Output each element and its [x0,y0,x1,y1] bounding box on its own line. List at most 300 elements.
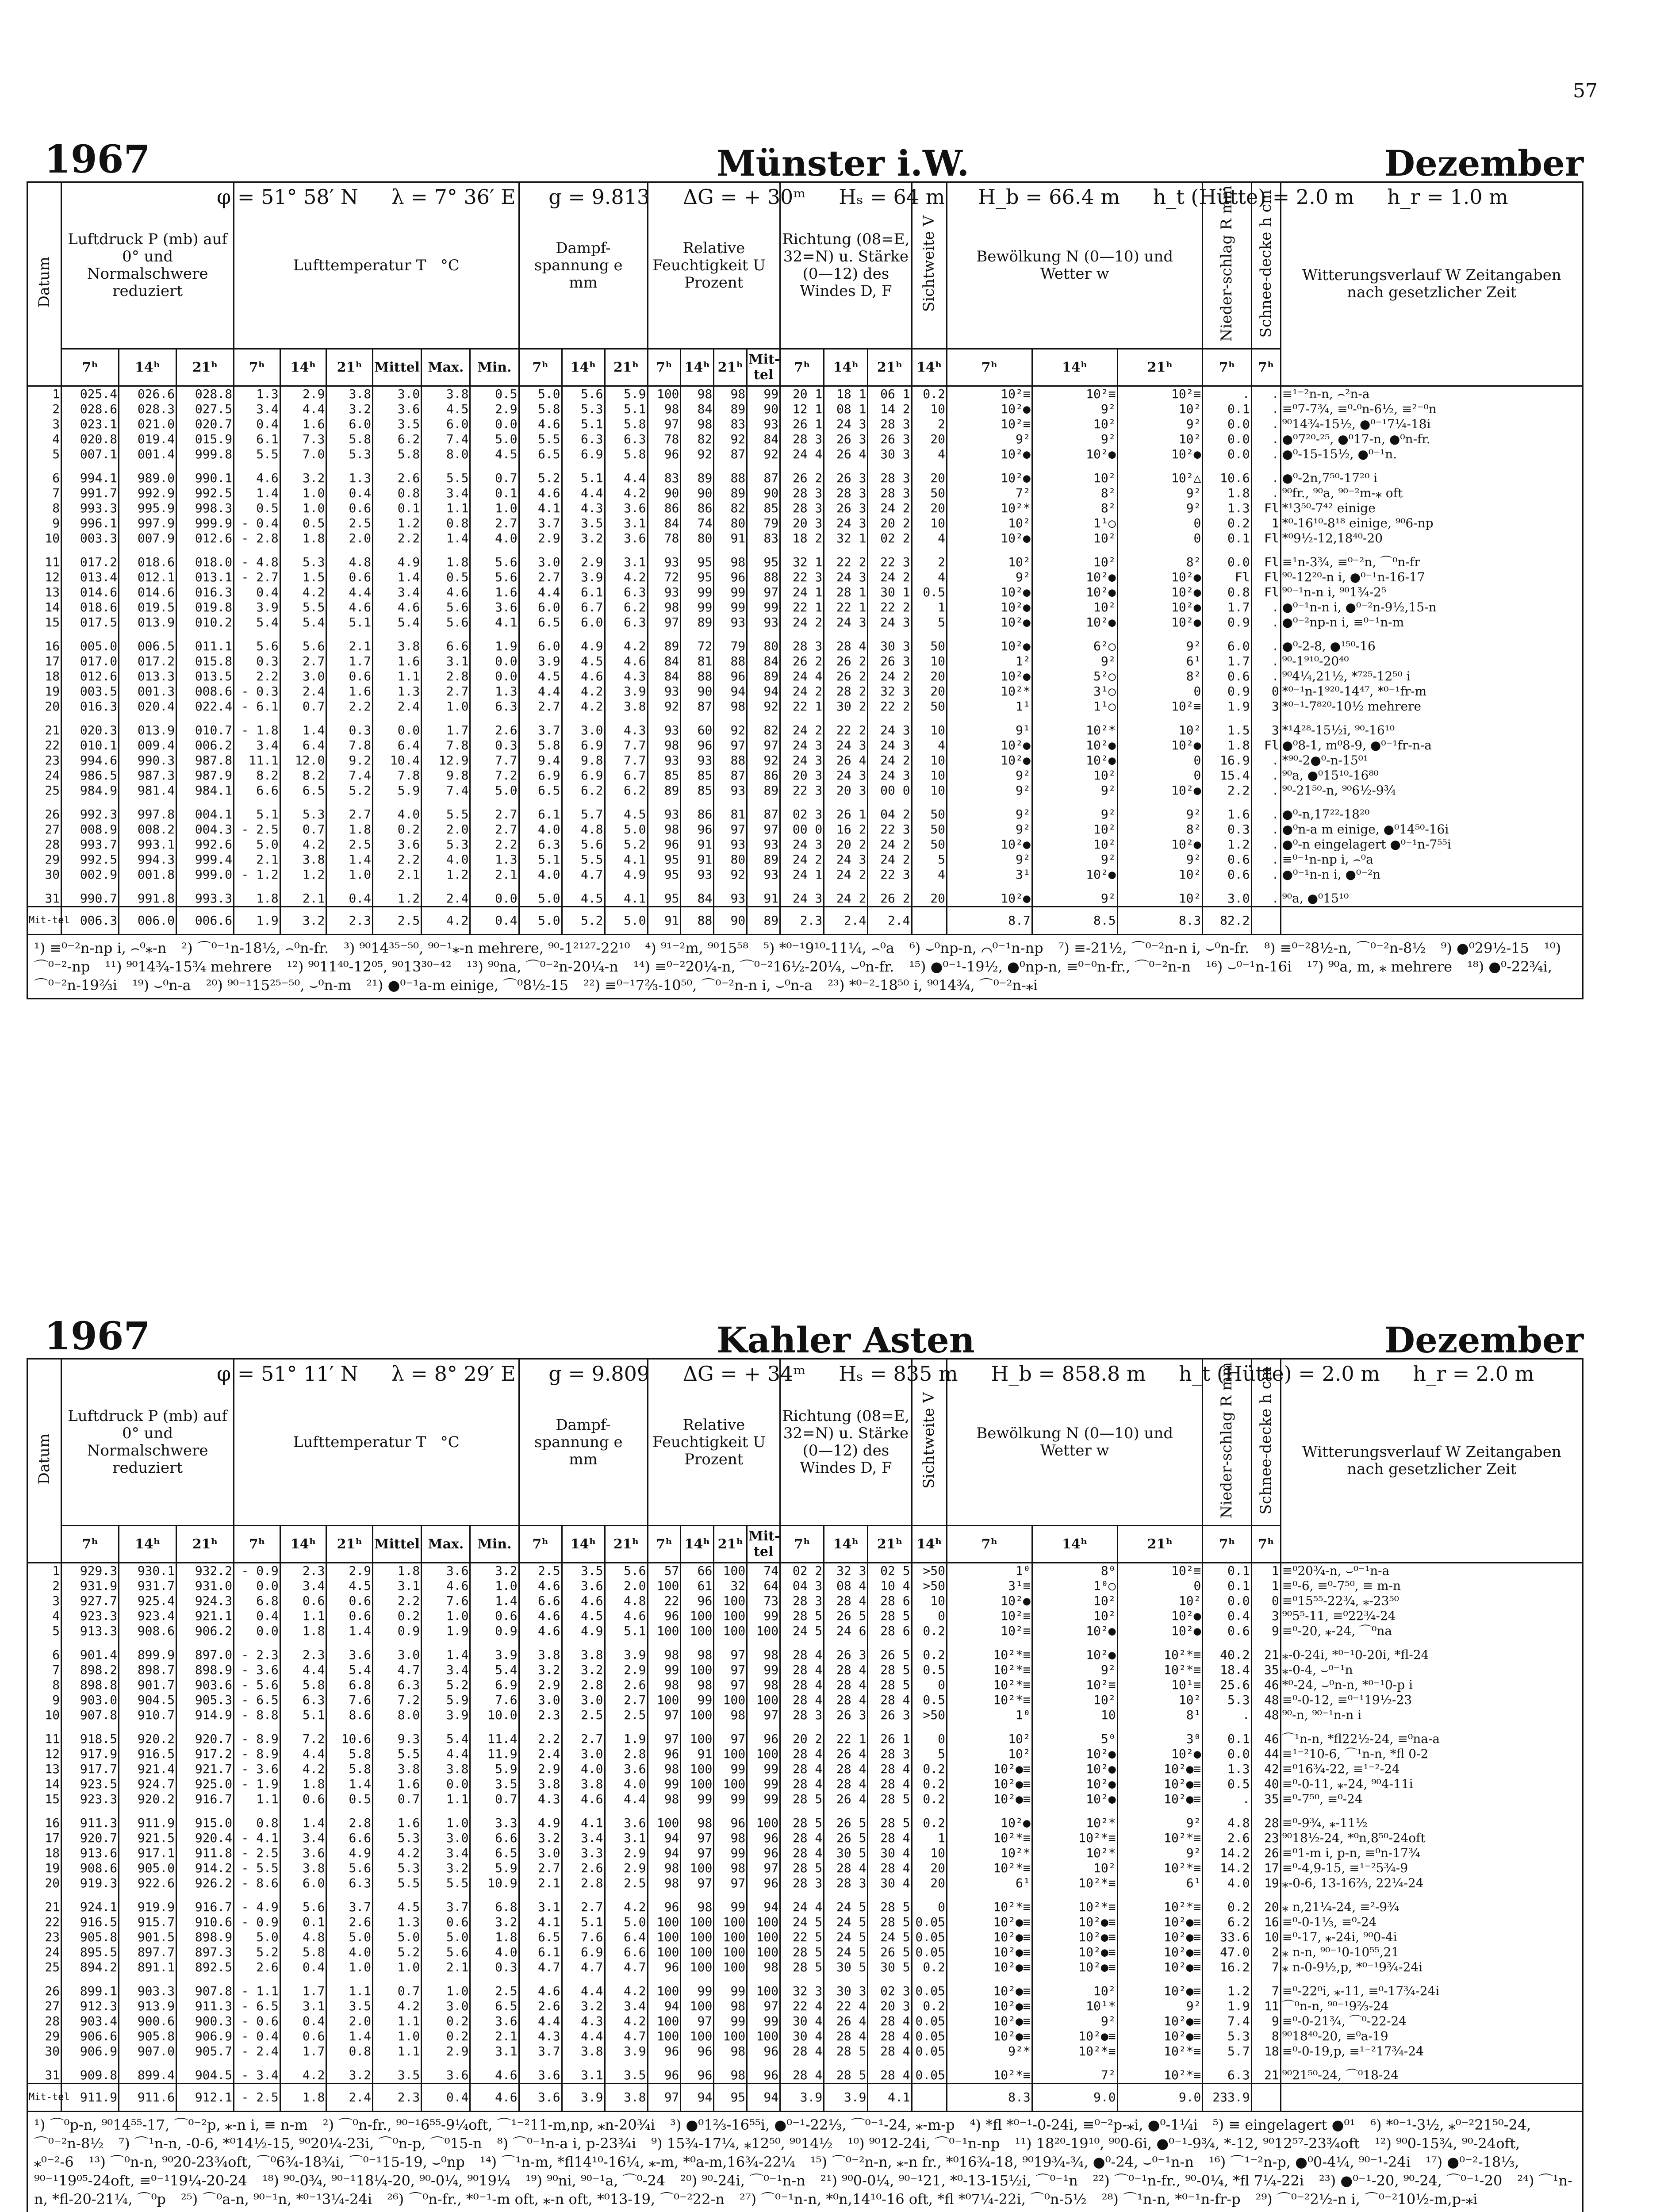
value-cell: 3.6 [326,1647,373,1663]
value-cell: 87 [714,447,747,462]
value-cell: 6.8 [470,1900,519,1915]
value-cell: 2.5 [562,1708,605,1723]
value-cell: 10 [912,516,947,531]
value-cell: 4.5 [373,1900,422,1915]
value-cell: 93 [681,753,714,768]
value-cell: 66 [681,1563,714,1579]
gap-cell [176,1807,234,1816]
table-row [27,1663,1583,1678]
value-cell: 89 [747,852,780,867]
value-cell: 0.0 [422,1777,470,1792]
value-cell: 005.0 [61,639,119,654]
value-cell: 99 [681,1792,714,1807]
gap-cell [373,1975,422,1984]
row-gap [27,798,1583,807]
value-cell: 72 [681,639,714,654]
footnote: ⁷) ≡-21½, ⌒⁰⁻²n-n i, ⌣⁰n-fr. [1058,940,1250,957]
value-cell: 88 [747,570,780,585]
value-cell: 009.4 [119,738,176,753]
value-cell: 894.2 [61,1960,119,1975]
value-cell: 28 4 [868,1762,912,1777]
value-cell: 912.3 [61,1999,119,2014]
value-cell: 897.3 [176,1945,234,1960]
value-cell: 2.7 [470,516,519,531]
day-cell: 4 [27,1609,61,1624]
value-cell: 93 [747,615,780,630]
gap-cell [61,462,119,471]
table-row [27,1915,1583,1930]
table-row [27,1792,1583,1807]
gap-cell [648,546,681,555]
day-cell: 8 [27,1678,61,1693]
value-cell: 3.3 [470,1816,519,1831]
value-cell: 95 [681,570,714,585]
value-cell: 99 [747,2014,780,2029]
value-cell: 10²●≡ [1117,1960,1203,1975]
value-cell: 9² [1032,852,1117,867]
gap-cell [61,1807,119,1816]
value-cell: 897.0 [176,1647,234,1663]
value-cell: 10²*≡ [1032,1876,1117,1891]
value-cell: 8² [1117,555,1203,570]
mean-cell: 0.4 [422,2084,470,2112]
gap-cell [780,1807,824,1816]
value-cell: ⁹⁰4¼,21½, *⁷²⁵-12⁵⁰ i [1281,669,1583,684]
value-cell: 5.6 [234,639,280,654]
value-cell: 916.7 [176,1900,234,1915]
mean-cell: 3.6 [519,2084,562,2112]
value-cell: 921.4 [119,1762,176,1777]
value-cell: - 0.3 [234,684,280,699]
value-cell: 8¹ [1117,1708,1203,1723]
value-cell: 3¹ [947,867,1032,882]
gap-cell [119,1891,176,1900]
value-cell: 99 [714,1762,747,1777]
mean-cell: 4.2 [422,907,470,935]
value-cell: 3.4 [234,738,280,753]
value-cell: 10²≡ [947,1624,1032,1639]
col-cloud: Bewölkung N (0—10) und Wetter w [947,1359,1202,1526]
value-cell: 992.5 [61,852,119,867]
value-cell: ≡⁰-4,9-15, ≡¹⁻²5¾-9 [1281,1861,1583,1876]
value-cell: 9² [947,807,1032,822]
value-cell: 57 [648,1563,681,1579]
value-cell: 016.3 [61,699,119,714]
value-cell: . [1251,807,1281,822]
value-cell: 7.4 [1203,2014,1251,2029]
gap-cell [780,630,824,639]
value-cell: . [1203,1708,1251,1723]
value-cell: 26 3 [824,432,868,447]
value-cell: 28 4 [780,2044,824,2059]
value-cell: 0.7 [280,822,326,837]
value-cell: 0.0 [234,1624,280,1639]
value-cell: 10² [1032,531,1117,546]
gap-cell [824,2059,868,2068]
gap-cell [681,1807,714,1816]
table-row [27,600,1583,615]
value-cell: ⁹⁰⁻¹n-n i, ⁹⁰1¾-2⁵ [1281,585,1583,600]
value-cell: 50 [912,837,947,852]
value-cell: 85 [648,768,681,783]
value-cell: 0.3 [326,723,373,738]
value-cell: 991.7 [61,486,119,501]
value-cell: 99 [747,1777,780,1792]
value-cell: 028.6 [61,402,119,417]
value-cell: 11 [1251,1999,1281,2014]
value-cell: 905.8 [61,1930,119,1945]
value-cell: 6.1 [519,1945,562,1960]
gap-cell [61,546,119,555]
value-cell: 2.9 [605,1846,648,1861]
value-cell: 28 5 [868,1792,912,1807]
value-cell: 24 3 [780,738,824,753]
value-cell: 5.9 [373,783,422,798]
value-cell: 9² [1117,1846,1203,1861]
value-cell: 10²●≡ [947,1960,1032,1975]
value-cell: 020.8 [61,432,119,447]
value-cell: 24 3 [780,891,824,907]
value-cell: 989.0 [119,471,176,486]
value-cell: 0.4 [280,1960,326,1975]
day-cell: 28 [27,2014,61,2029]
gap-cell [947,1891,1032,1900]
value-cell: 1.4 [326,1777,373,1792]
value-cell: 019.5 [119,600,176,615]
value-cell: 40.2 [1203,1647,1251,1663]
value-cell: 5.3 [422,837,470,852]
value-cell: 1.4 [470,1594,519,1609]
value-cell: 24 2 [868,501,912,516]
value-cell: 94 [747,684,780,699]
value-cell: 3.5 [605,2068,648,2084]
value-cell: 4.1 [519,1915,562,1930]
value-cell: 28 3 [780,486,824,501]
gap-cell [326,630,373,639]
gap-cell [780,1975,824,1984]
value-cell: 10 [912,783,947,798]
value-cell: 10²● [1117,447,1203,462]
mean-cell: 1.9 [234,907,280,935]
subheader-11: 21ʰ [605,349,648,386]
value-cell: 100 [648,2029,681,2044]
value-cell: 3.6 [470,2014,519,2029]
value-cell: 30 4 [780,2014,824,2029]
mean-weather [1281,2084,1583,2112]
subheader-21: 14ʰ [1032,349,1117,386]
gap-cell [562,630,605,639]
value-cell: 990.3 [119,753,176,768]
gap-cell [1251,1975,1281,1984]
value-cell: 7.2 [373,1693,422,1708]
value-cell: 013.9 [119,723,176,738]
value-cell: 1.7 [326,654,373,669]
col-visibility: Sichtweite V [912,1359,947,1526]
value-cell: 20 [912,684,947,699]
value-cell: 10²≡ [947,1609,1032,1624]
value-cell: 5.6 [422,615,470,630]
gap-cell [947,1807,1032,1816]
gap-cell [61,1639,119,1647]
value-cell: 3 [1251,1609,1281,1624]
gap-cell [605,882,648,891]
value-cell: 993.3 [176,891,234,907]
row-gap [27,714,1583,723]
value-cell: 5.9 [470,1861,519,1876]
table-row [27,501,1583,516]
gap-cell [868,1807,912,1816]
gap-cell [648,462,681,471]
value-cell: Fl [1251,555,1281,570]
mean-cell: 5.2 [562,907,605,935]
month: Dezember [1384,1319,1583,1361]
value-cell: 6.3 [605,585,648,600]
value-cell: 81 [714,807,747,822]
value-cell: 97 [681,1846,714,1861]
gap-cell [1203,630,1251,639]
value-cell: 93 [648,807,681,822]
value-cell: 24 2 [780,684,824,699]
value-cell: 24 3 [868,768,912,783]
value-cell: 30 2 [824,699,868,714]
value-cell: 5.9 [605,386,648,402]
value-cell: 5.0 [519,386,562,402]
value-cell: 4.6 [519,1624,562,1639]
gap-cell [519,630,562,639]
value-cell: 899.4 [119,2068,176,2084]
value-cell: 5.0 [605,822,648,837]
value-cell: 33.6 [1203,1930,1251,1945]
footnote: ¹) ≡⁰⁻²n-np i, ⌢⁰⁎-n [34,940,167,957]
value-cell: 7² [1032,2068,1117,2084]
value-cell: 4.4 [326,585,373,600]
value-cell: *⁰⁻¹-7⁸²⁰-10½ mehrere [1281,699,1583,714]
value-cell: 00 0 [780,822,824,837]
gap-cell [280,1891,326,1900]
value-cell: 2.8 [562,1678,605,1693]
value-cell: ●⁰-2n,7⁵⁰-17²⁰ i [1281,471,1583,486]
value-cell: 32 1 [824,531,868,546]
value-cell: ⁹⁰-n, ⁹⁰⁻¹n-n i [1281,1708,1583,1723]
gap-cell [1117,2059,1203,2068]
value-cell: 97 [747,1708,780,1723]
gap-cell [605,798,648,807]
value-cell: 100 [648,2014,681,2029]
gap-cell [470,462,519,471]
value-cell: 987.3 [119,768,176,783]
footnote: ¹⁶) ⌣⁰⁻¹n-16i [1206,958,1292,975]
value-cell: 897.7 [119,1945,176,1960]
value-cell: 2.9 [605,1663,648,1678]
value-cell: 017.2 [119,654,176,669]
value-cell: 10 [1251,1930,1281,1945]
value-cell: 5.0 [234,1930,280,1945]
value-cell: 92 [747,447,780,462]
value-cell: 16 [1251,1915,1281,1930]
value-cell: 20 3 [780,768,824,783]
row-gap [27,882,1583,891]
footnote: ¹⁸) ⁹⁰-0¾, ⁹⁰⁻¹18¼-20, ⁹⁰-0¼, ⁹⁰19¼ [262,2172,510,2189]
value-cell: - 6.1 [234,699,280,714]
value-cell: 5 [912,1747,947,1762]
value-cell: 10.4 [373,753,422,768]
value-cell: 3.0 [562,723,605,738]
day-cell: 5 [27,447,61,462]
day-cell: 24 [27,768,61,783]
value-cell: 3.0 [519,1846,562,1861]
gap-cell [1117,630,1203,639]
value-cell: 86 [681,501,714,516]
value-cell: 9.2 [326,753,373,768]
subheader-14: 21ʰ [714,1526,747,1563]
value-cell: 1.0 [470,1578,519,1594]
value-cell: 0.6 [1203,867,1251,882]
mean-cell: 90 [714,907,747,935]
value-cell: 5.1 [519,852,562,867]
value-cell: 99 [747,600,780,615]
value-cell: 26 5 [824,1816,868,1831]
gap-cell [119,714,176,723]
value-cell: 28 3 [780,432,824,447]
day-cell: 2 [27,402,61,417]
value-cell: 994.6 [61,753,119,768]
gap-cell [681,2059,714,2068]
value-cell: 7.4 [422,783,470,798]
gap-cell [422,630,470,639]
value-cell: 10²● [947,837,1032,852]
value-cell: 6.2 [605,783,648,798]
value-cell: 0.2 [912,1960,947,1975]
value-cell: ●⁰7²⁰-²⁵, ●⁰17-n, ●⁰n-fr. [1281,432,1583,447]
value-cell: 4.6 [519,486,562,501]
value-cell: 013.9 [119,615,176,630]
value-cell: 1.1 [373,669,422,684]
value-cell: 06 1 [868,386,912,402]
value-cell: - 2.7 [234,570,280,585]
mean-cell: 2.3 [373,2084,422,2112]
value-cell: 28 4 [824,1762,868,1777]
gap-cell [1203,1723,1251,1732]
value-cell: 914.2 [176,1861,234,1876]
value-cell: 992.3 [61,807,119,822]
value-cell: 996.1 [61,516,119,531]
value-cell: 4.0 [422,852,470,867]
value-cell: 1⁰○ [1032,1578,1117,1594]
value-cell: 95 [648,867,681,882]
gap-cell [648,1723,681,1732]
table-row [27,723,1583,738]
value-cell: 903.0 [61,1693,119,1708]
table-row [27,615,1583,630]
value-cell: 02 5 [868,1563,912,1579]
value-cell: . [1251,402,1281,417]
value-cell: 4.2 [605,1984,648,1999]
day-cell: 29 [27,2029,61,2044]
value-cell: 2.7 [470,822,519,837]
day-cell: 27 [27,1999,61,2014]
value-cell: 3.6 [605,1762,648,1777]
value-cell: 97 [648,1732,681,1747]
value-cell: 25.6 [1203,1678,1251,1693]
value-cell: 1⁰ [947,1708,1032,1723]
value-cell: - 2.4 [234,2044,280,2059]
value-cell: 10² [1117,1594,1203,1609]
gap-cell [1032,1975,1117,1984]
day-cell: 7 [27,1663,61,1678]
day-cell: 1 [27,386,61,402]
gap-cell [27,798,61,807]
value-cell: 6.3 [519,837,562,852]
gap-cell [1281,2059,1583,2068]
value-cell: 5.0 [234,837,280,852]
value-cell: 3.1 [280,1999,326,2014]
mean-cell: 006.0 [119,907,176,935]
gap-cell [234,1891,280,1900]
value-cell: 22 5 [780,1930,824,1945]
value-cell: 2.0 [326,2014,373,2029]
value-cell: 4.7 [605,1960,648,1975]
gap-cell [1281,798,1583,807]
value-cell: 1.2 [373,516,422,531]
value-cell: 10²●≡ [1032,1915,1117,1930]
value-cell: 11.1 [234,753,280,768]
footnote: ²⁴) ⌒¹n-n, *fl-20-21¼, ⌒⁰p [34,2172,1572,2208]
table-row [27,471,1583,486]
value-cell: 10² [947,1747,1032,1762]
value-cell: 20 2 [868,516,912,531]
value-cell: 91 [681,852,714,867]
table-row [27,432,1583,447]
footnote: ⁸) ⌒⁰⁻¹n-a i, p-23¾i [497,2135,636,2152]
value-cell: 014.6 [61,585,119,600]
value-cell: 918.5 [61,1732,119,1747]
value-cell: 100 [714,1945,747,1960]
value-cell: 3.6 [422,2068,470,2084]
subheader-16: 7ʰ [780,349,824,386]
value-cell: 26 3 [868,1708,912,1723]
value-cell: 24 4 [780,447,824,462]
value-cell: 4.5 [562,654,605,669]
value-cell: 1.0 [326,1960,373,1975]
value-cell: 2.2 [470,837,519,852]
value-cell: 013.4 [61,570,119,585]
value-cell: - 0.9 [234,1915,280,1930]
value-cell: 30 5 [824,1846,868,1861]
value-cell: 20 [912,1876,947,1891]
value-cell: 0.0 [470,417,519,432]
value-cell: 24 5 [824,1915,868,1930]
value-cell: 5.8 [326,1762,373,1777]
value-cell: 1.1 [326,1984,373,1999]
value-cell: 003.3 [61,531,119,546]
value-cell: 3.1 [373,1578,422,1594]
value-cell: 26 1 [780,417,824,432]
col-humidity: Relative Feuchtigkeit U Prozent [648,182,780,349]
subheader-6: Mittel [373,1526,422,1563]
value-cell: 86 [681,807,714,822]
value-cell: 921.1 [176,1609,234,1624]
value-cell: 24 1 [780,585,824,600]
footnote: ²) ⌒⁰⁻¹n-18½, ⌢⁰n-fr. [181,940,329,957]
value-cell: 04 2 [868,807,912,822]
value-cell: 2.2 [326,699,373,714]
value-cell: 24 1 [780,867,824,882]
subheader-3: 7ʰ [234,1526,280,1563]
value-cell: 24 5 [824,1900,868,1915]
value-cell: 6.8 [234,1594,280,1609]
table-row [27,1876,1583,1891]
value-cell: 1.1 [422,1792,470,1807]
